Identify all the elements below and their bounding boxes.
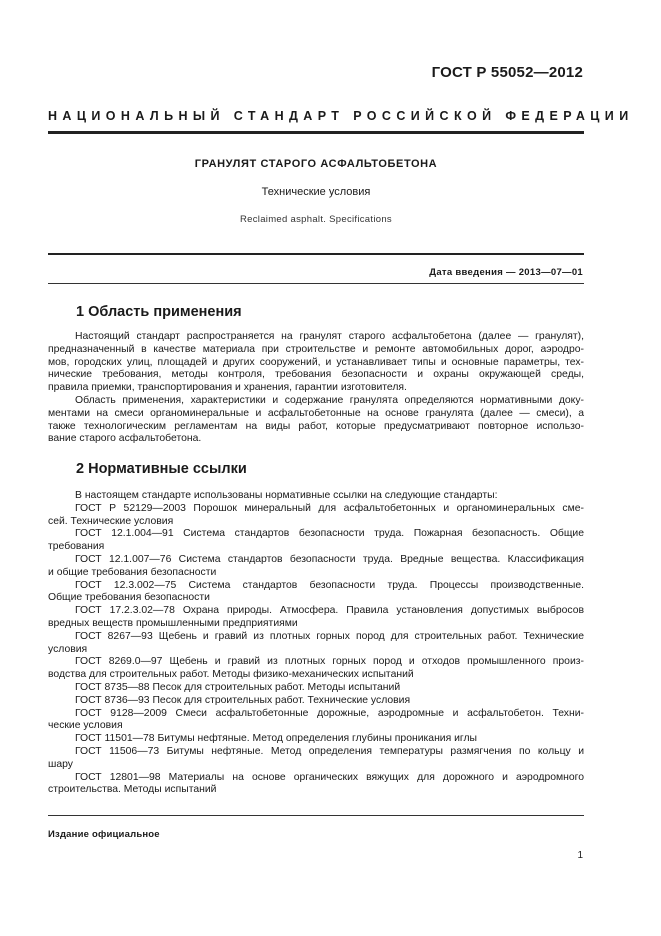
reference-line: и общие требования безопасности <box>48 566 217 578</box>
page-number: 1 <box>577 850 583 861</box>
paragraph-line: вание старого асфальтобетона. <box>48 433 202 445</box>
reference-line: ГОСТ 11506—73 Битумы нефтяные. Метод определения температуры размягчения по кольцу и <box>75 745 584 757</box>
paragraph-line: Область применения, характеристики и содержание гранулята определяются нормативными доку- <box>75 394 584 406</box>
reference-line: ГОСТ 17.2.3.02—78 Охрана природы. Атмосфера. Правила установления допустимых выбросов <box>75 605 584 617</box>
paragraph-line: мов, городских улиц, площадей и других сооружений, и устанавливает типы и основные параметры, тех- <box>48 356 584 368</box>
gost-number: ГОСТ Р 55052—2012 <box>431 64 583 81</box>
reference-line: Общие требования безопасности <box>48 592 210 604</box>
paragraph-line: правила приемки, транспортирования и хранения, гарантии изготовителя. <box>48 382 407 394</box>
reference-line: ГОСТ 9128—2009 Смеси асфальтобетонные дорожные, аэродромные и асфальтобетон. Техни- <box>75 707 584 719</box>
reference-line: условия <box>48 643 88 655</box>
document-title: ГРАНУЛЯТ СТАРОГО АСФАЛЬТОБЕТОНА <box>194 158 438 170</box>
reference-line: ГОСТ 8267—93 Щебень и гравий из плотных горных пород для строительных работ. Технические <box>75 630 584 642</box>
reference-line: водства для строительных работ. Методы физико-механических испытаний <box>48 669 414 681</box>
paragraph-line: нические требования, методы контроля, требования безопасности и охраны окружающей среды, <box>48 369 584 381</box>
reference-line: ческие условия <box>48 720 123 732</box>
paragraph-line: также технологическим регламентам на виды работ, которые предусматривают повторное использо- <box>48 420 584 432</box>
document-subtitle: Технические условия <box>261 186 371 198</box>
official-edition-note: Издание официальное <box>48 829 160 840</box>
paragraph-line: предназначенный в качестве материала при строительстве и ремонте автомобильных дорог, аэродро- <box>48 343 584 355</box>
english-title: Reclaimed asphalt. Specifications <box>240 214 392 225</box>
reference-line: ГОСТ 12.1.007—76 Система стандартов безопасности труда. Вредные вещества. Классификация <box>75 553 584 565</box>
reference-line: вредных веществ промышленными предприятиями <box>48 617 298 629</box>
paragraph-line: ментами на смеси органоминеральные и асфальтобетонные на основе гранулята (далее — смеси), а <box>48 407 584 419</box>
reference-line: ГОСТ 11501—78 Битумы нефтяные. Метод определения глубины проникания иглы <box>75 733 478 745</box>
reference-line: сей. Технические условия <box>48 515 174 527</box>
section-heading-references: 2 Нормативные ссылки <box>76 461 247 477</box>
paragraph-line: Настоящий стандарт распространяется на гранулят старого асфальтобетона (далее — гранулят), <box>75 331 584 342</box>
section-heading-scope: 1 Область применения <box>76 304 242 320</box>
reference-line: ГОСТ 8735—88 Песок для строительных работ. Методы испытаний <box>75 681 401 693</box>
top-rule <box>48 131 584 134</box>
paragraph-line: В настоящем стандарте использованы нормативные ссылки на следующие стандарты: <box>75 490 498 501</box>
footer-rule <box>48 815 584 816</box>
reference-line: ГОСТ 12.1.004—91 Система стандартов безопасности труда. Пожарная безопасность. Общие <box>75 528 584 540</box>
title-rule <box>48 253 584 255</box>
reference-line: ГОСТ 8269.0—97 Щебень и гравий из плотных горных пород и отходов промышленного произ- <box>75 656 584 668</box>
section-body-references <box>48 490 584 797</box>
introduction-date: Дата введения — 2013—07—01 <box>429 267 583 278</box>
reference-line: шару <box>48 758 73 770</box>
section-body-scope <box>48 331 584 446</box>
date-rule <box>48 283 584 284</box>
reference-line: ГОСТ 12.3.002—75 Система стандартов безопасности труда. Процессы производственные. <box>75 579 584 591</box>
reference-line: строительства. Методы испытаний <box>48 784 217 796</box>
reference-line: ГОСТ Р 52129—2003 Порошок минеральный для асфальтобетонных и органоминеральных сме- <box>75 502 584 514</box>
reference-line: ГОСТ 12801—98 Материалы на основе органических вяжущих для дорожного и аэродромного <box>75 771 584 783</box>
reference-line: требования <box>48 541 105 553</box>
reference-line: ГОСТ 8736—93 Песок для строительных работ. Технические условия <box>75 694 411 706</box>
national-standard-banner: НАЦИОНАЛЬНЫЙ СТАНДАРТ РОССИЙСКОЙ ФЕДЕРАЦИИ <box>48 109 634 123</box>
